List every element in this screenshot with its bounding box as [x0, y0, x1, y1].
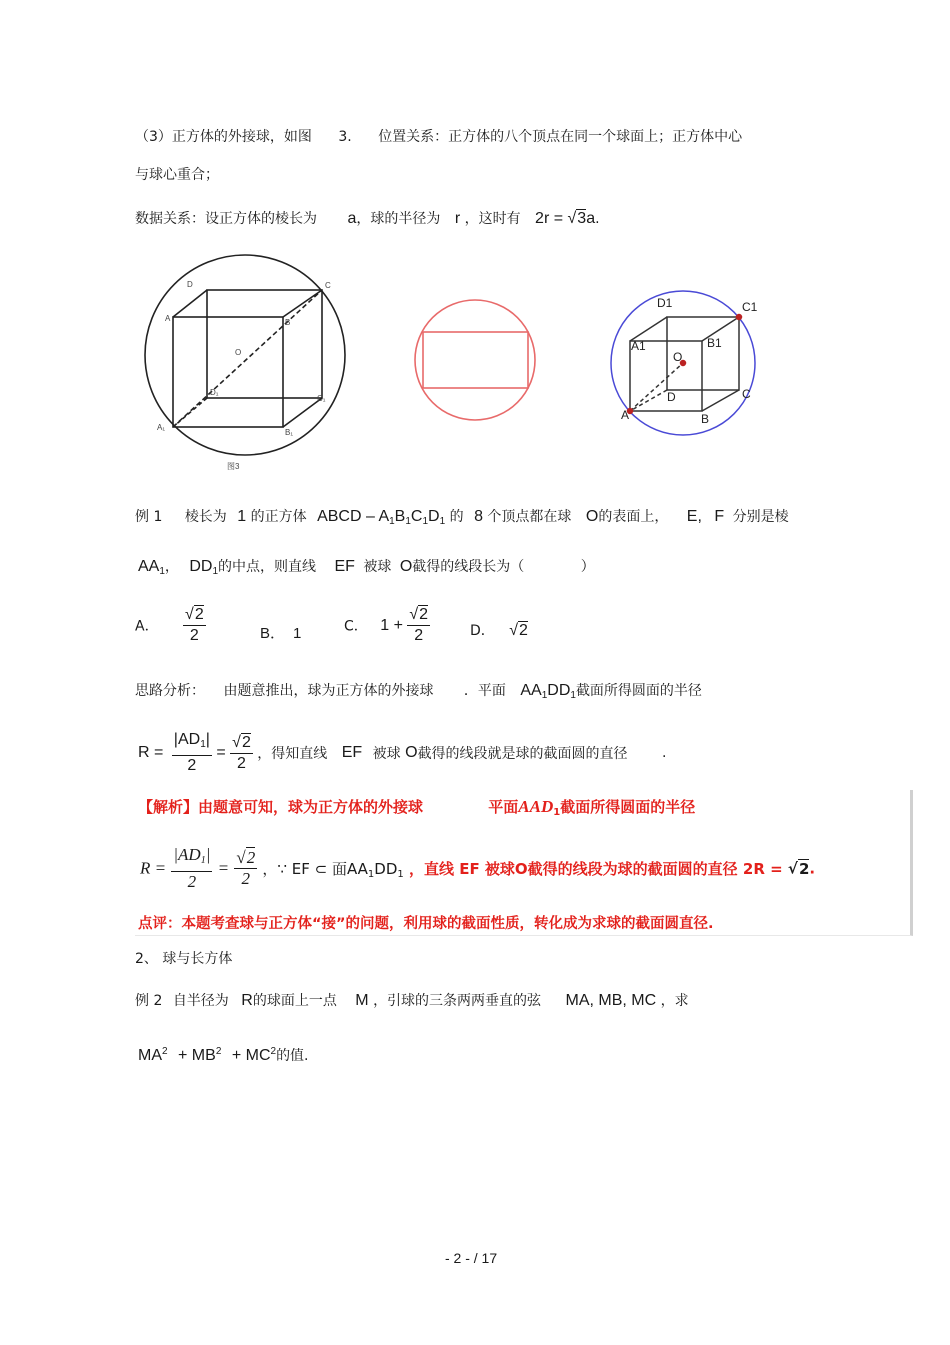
example-1-line-2: $AA_1$， $DD_1$的中点，则直线 EF 被球 O截得的线段长为（ ）: [138, 558, 595, 577]
fig3-label-d1: D1: [657, 296, 673, 310]
section-2-title: 2、 球与长方体: [135, 951, 233, 967]
fig1-label-o: O: [235, 348, 242, 357]
fig1-caption: 图3: [227, 462, 240, 471]
formula: 2r = √3a: [535, 210, 596, 227]
fig1-label-b: B: [285, 318, 291, 327]
example-2-line-2: $MA^2 + MB^2 + MC^2$的值.: [138, 1046, 309, 1064]
page-number: - 2 - / 17: [445, 1250, 498, 1266]
solution-comment: 点评：本题考查球与正方体“接”的问题，利用球的截面性质，转化成为求球的截面圆直径.: [138, 916, 714, 932]
figure-cube-sphere-3: [611, 291, 755, 435]
fig1-label-a1: A₁: [157, 423, 166, 432]
fig1-label-b1: B₁: [285, 428, 294, 437]
solution-line-1: 【解析】由题意可知，球为正方体的外接球 平面$AAD_1$截面所得圆面的半径: [138, 797, 696, 818]
fig1-label-c1: C₁: [317, 394, 326, 403]
figure-cube-sphere-1: [145, 255, 345, 455]
example-1-line-1: 例 1 棱长为 1 的正方体 ABCD – $A_1B_1C_1D_1$ 的 8 个顶点都在球 O的表面上， E, F 分别是棱: [135, 508, 789, 527]
option-c: C． 1 + $\frac{√2}{2}$: [344, 606, 429, 644]
analysis-line-2: R = $\frac{|AD_1|}{2}$ = $\frac{√2}{2}$ ，得知直线 EF 被球 O截得的线段就是球的截面圆的直径 .: [138, 731, 667, 774]
fig3-label-c1: C1: [742, 300, 758, 314]
fig3-label-d: D: [667, 390, 676, 404]
fig1-label-a: A: [165, 314, 171, 323]
option-d: D． √2: [470, 622, 528, 639]
option-a: A． $\frac{√2}{2}$: [135, 606, 204, 644]
fig3-label-b: B: [701, 412, 710, 426]
data-relation-line: 数据关系：设正方体的棱长为 a，球的半径为 r ，这时有 2r = √3a.: [135, 210, 600, 227]
fig3-label-a: A: [621, 408, 630, 422]
fig1-label-d: D: [187, 280, 193, 289]
fig3-label-b1: B1: [707, 336, 722, 350]
fig3-label-c: C: [742, 387, 751, 401]
fig3-label-a1: A1: [631, 339, 646, 353]
fig3-label-o: O: [673, 350, 683, 364]
analysis-line-1: 思路分析： 由题意推出，球为正方体的外接球 ．平面 $AA_1DD_1$截面所得圆面的半径: [135, 682, 702, 701]
figure-section-circle: [415, 300, 535, 420]
option-b: B． 1: [260, 625, 302, 642]
solution-line-2: R = $\frac{|AD_1|}{2}$ = $\frac{√2}{2}$ ，∵ EF ⊂ 面$AA_1DD_1$ ，直线 EF 被球O截得的线段为球的截面圆的直径 2R = √2.: [140, 845, 816, 891]
text-line-2: 与球心重合；: [135, 167, 219, 183]
fig1-label-d1: D₁: [210, 388, 219, 397]
text-line-1: （3）正方体的外接球，如图 3. 位置关系：正方体的八个顶点在同一个球面上；正方体中心: [135, 129, 743, 145]
fig1-label-c: C: [325, 281, 331, 290]
figures-row: [135, 255, 758, 475]
example-2-line-1: 例 2 自半径为 R的球面上一点 M ，引球的三条两两垂直的弦 MA, MB, MC ，求: [135, 992, 689, 1009]
cube-name: ABCD – $A_1B_1C_1D_1$: [317, 508, 446, 527]
